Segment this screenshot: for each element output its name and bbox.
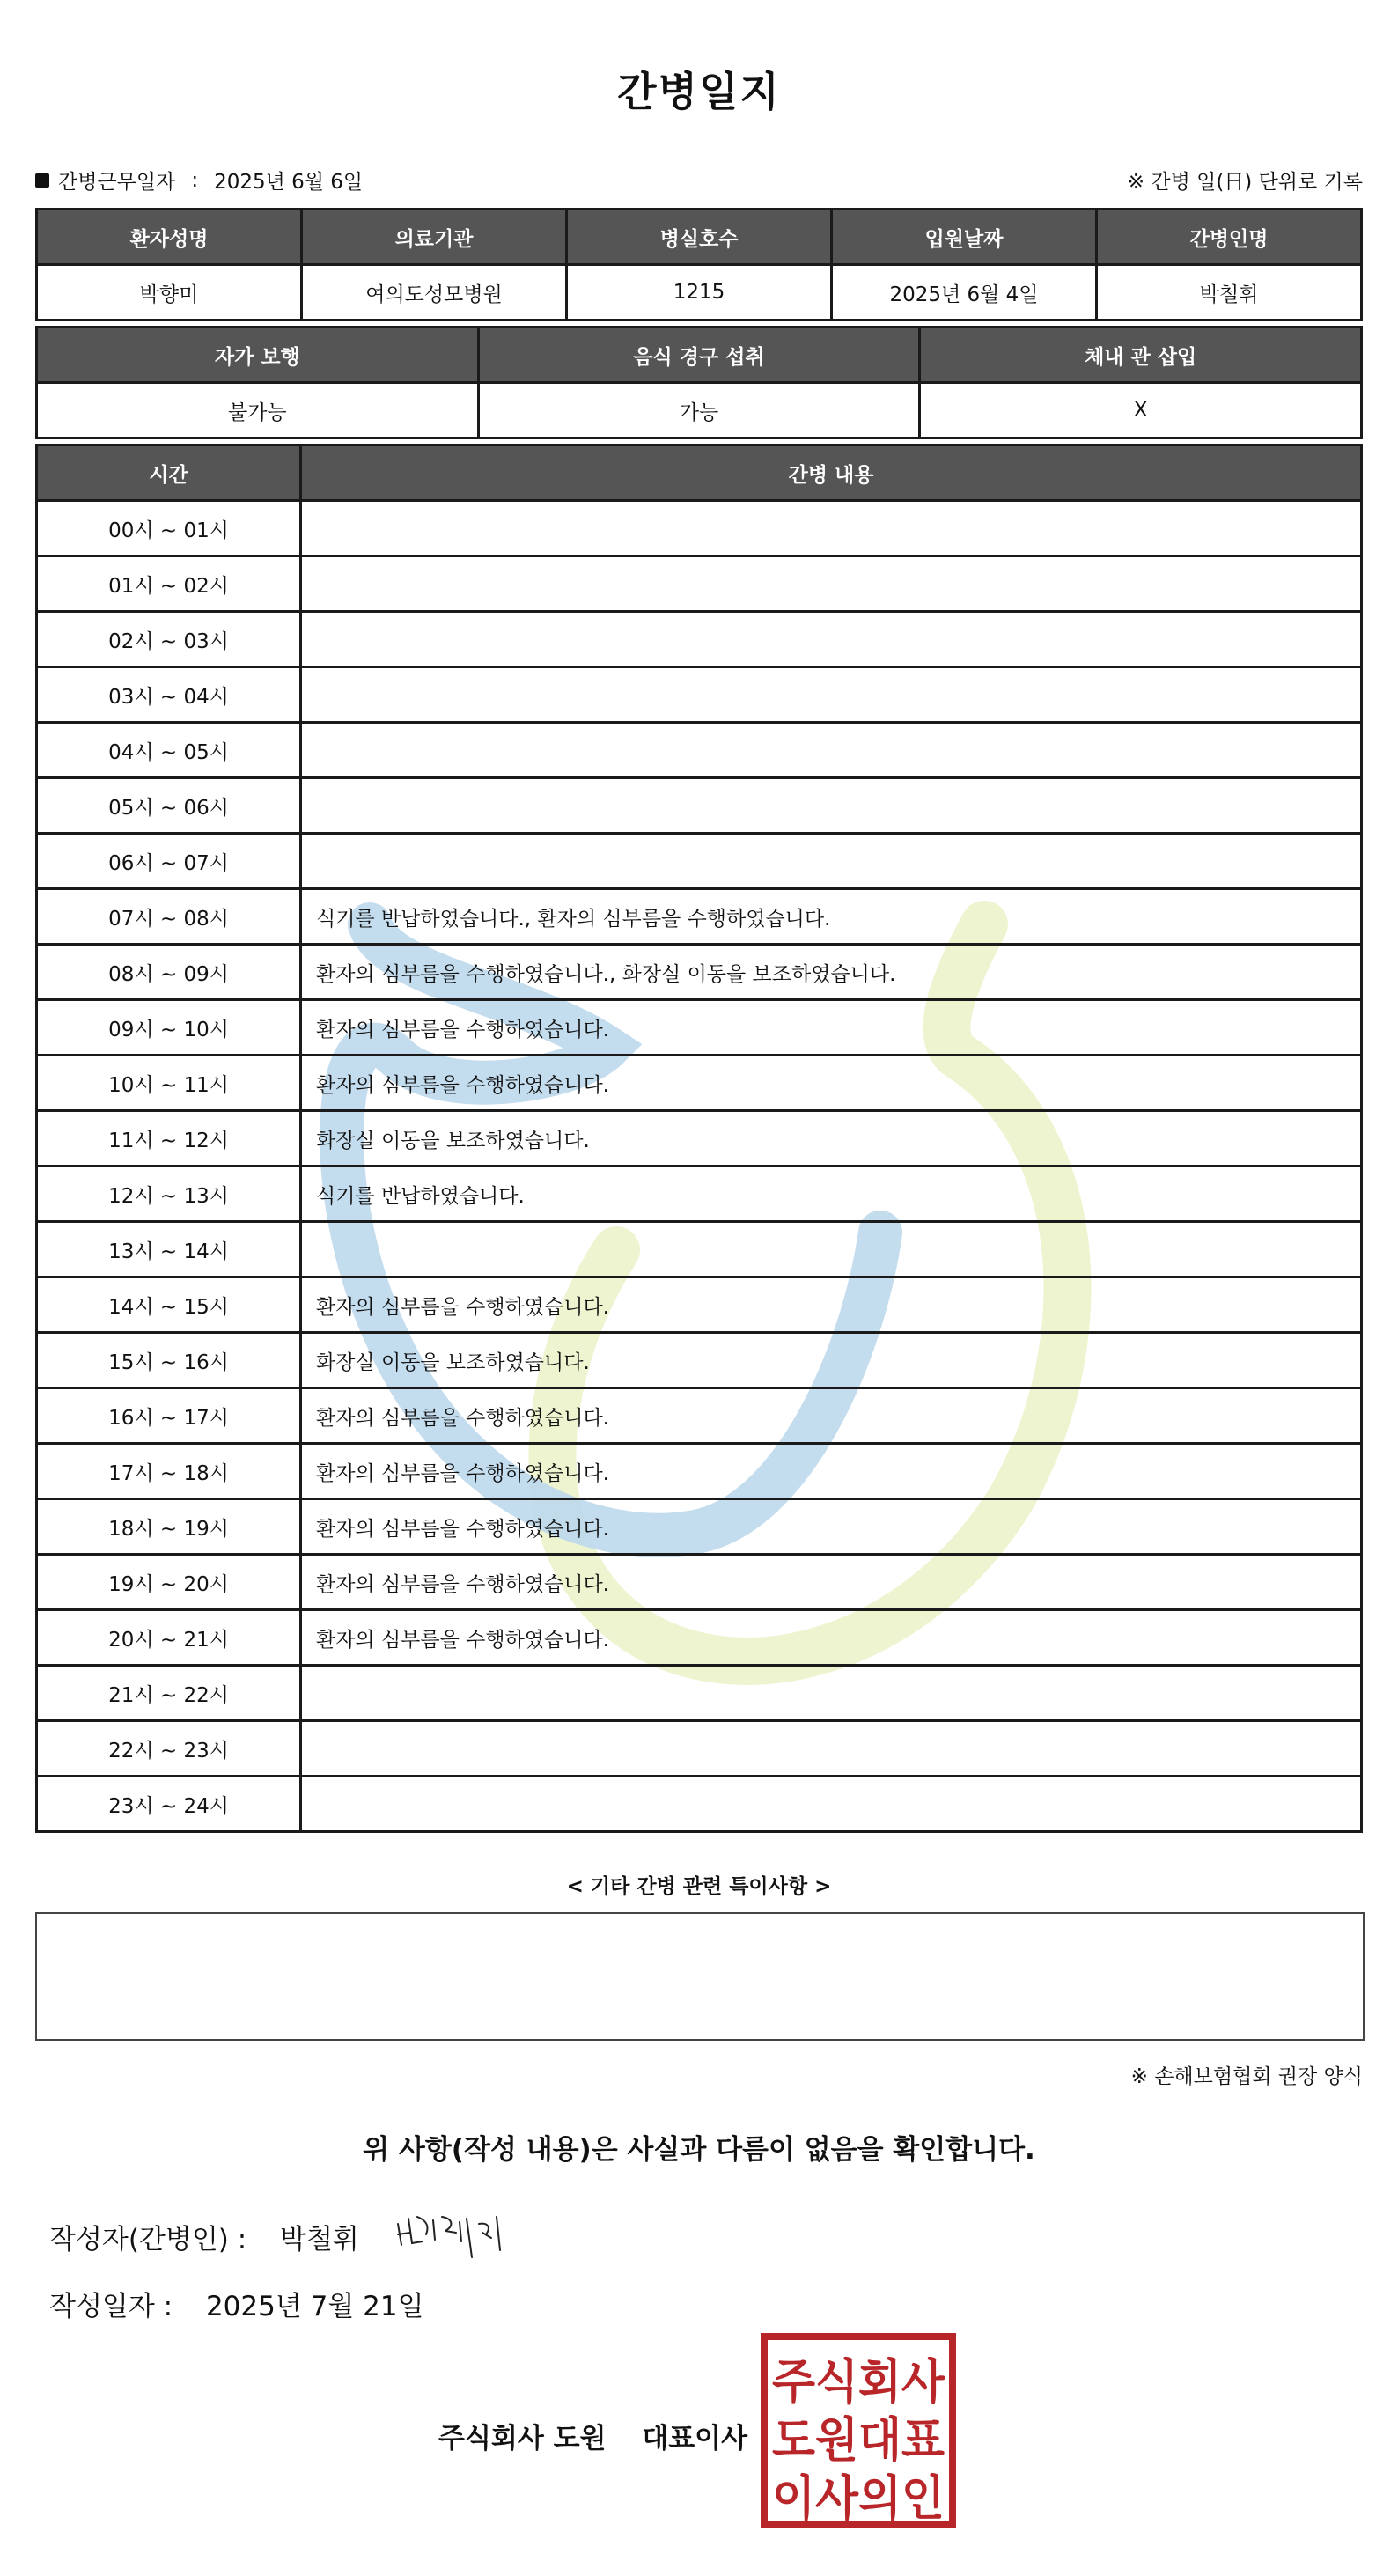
log-time: 18시 ~ 19시 [37,1499,301,1555]
work-date-label: 간병근무일자 [58,171,176,194]
log-time: 19시 ~ 20시 [37,1555,301,1610]
log-row [37,1499,1362,1555]
hourly-log-table [35,444,1363,1833]
patient-name: 박향미 [37,265,302,320]
log-time: 21시 ~ 22시 [37,1666,301,1721]
log-row [37,1000,1362,1056]
log-time: 01시 ~ 02시 [37,556,301,612]
log-content: 식기를 반납하였습니다., 환자의 심부름을 수행하였습니다. [301,889,1362,945]
log-time: 02시 ~ 03시 [37,612,301,667]
handwritten-signature [391,2199,532,2270]
writer-name: 박철휘 [280,2224,359,2256]
hospital: 여의도성모병원 [302,265,567,320]
page-title: 간병일지 [617,68,781,115]
room-number: 1215 [567,265,832,320]
meta-row [35,166,1363,194]
header-oral-intake: 음식 경구 섭취 [478,328,920,383]
writer-label: 작성자(간병인) : [49,2224,247,2256]
seal-line-1: 주식회사 [772,2354,945,2410]
patient-info-table [35,208,1363,321]
log-content: 화장실 이동을 보조하였습니다. [301,1111,1362,1167]
header-caregiver-name: 간병인명 [1097,210,1362,265]
log-time: 23시 ~ 24시 [37,1777,301,1832]
log-content [301,556,1362,612]
log-time: 12시 ~ 13시 [37,1167,301,1222]
log-content [301,778,1362,834]
company-seal [759,2331,958,2530]
log-time: 11시 ~ 12시 [37,1111,301,1167]
log-time: 09시 ~ 10시 [37,1000,301,1056]
unit-note: ※ 간병 일(日) 단위로 기록 [1127,171,1363,194]
writer-line [49,2217,359,2256]
header-tube-insertion: 체내 관 삽입 [920,328,1362,383]
notes-box [35,1912,1365,2041]
log-row [37,1666,1362,1721]
header-self-walking: 자가 보행 [37,328,479,383]
square-bullet-icon [35,173,49,188]
log-time: 17시 ~ 18시 [37,1444,301,1499]
log-row [37,1167,1362,1222]
header-admission-date: 입원날짜 [832,210,1097,265]
log-row [37,1277,1362,1333]
log-content [301,723,1362,778]
caregiver-name: 박철휘 [1097,265,1362,320]
log-content: 환자의 심부름을 수행하였습니다. [301,1444,1362,1499]
log-content [301,612,1362,667]
log-row [37,612,1362,667]
log-content: 식기를 반납하였습니다. [301,1167,1362,1222]
log-row [37,1777,1362,1832]
log-time: 03시 ~ 04시 [37,667,301,723]
log-time: 20시 ~ 21시 [37,1610,301,1666]
company-title: 대표이사 [642,2423,748,2455]
log-time: 22시 ~ 23시 [37,1721,301,1777]
tube-insertion-value: X [920,383,1362,438]
log-time: 15시 ~ 16시 [37,1333,301,1388]
header-care-content: 간병 내용 [301,445,1362,501]
log-content [301,501,1362,556]
log-row [37,834,1362,889]
patient-status-table [35,326,1363,439]
seal-line-2: 도원대표 [772,2412,945,2468]
written-date-value: 2025년 7월 21일 [205,2291,424,2322]
log-row [37,667,1362,723]
log-row [37,889,1362,945]
log-time: 14시 ~ 15시 [37,1277,301,1333]
log-time: 16시 ~ 17시 [37,1388,301,1444]
log-content: 환자의 심부름을 수행하였습니다. [301,1056,1362,1111]
log-content [301,1666,1362,1721]
log-row [37,1610,1362,1666]
log-time: 07시 ~ 08시 [37,889,301,945]
written-date-label: 작성일자 : [49,2291,173,2322]
log-content: 화장실 이동을 보조하였습니다. [301,1333,1362,1388]
log-row [37,556,1362,612]
log-time: 08시 ~ 09시 [37,945,301,1000]
log-content: 환자의 심부름을 수행하였습니다., 화장실 이동을 보조하였습니다. [301,945,1362,1000]
header-time: 시간 [37,445,301,501]
log-row [37,1056,1362,1111]
log-row [37,778,1362,834]
work-date-value: 2025년 6월 6일 [214,171,364,194]
header-hospital: 의료기관 [302,210,567,265]
log-content [301,1721,1362,1777]
log-content [301,1777,1362,1832]
log-content: 환자의 심부름을 수행하였습니다. [301,1499,1362,1555]
work-date-colon: : [191,168,199,192]
log-row [37,1111,1362,1167]
log-row [37,1444,1362,1499]
header-patient-name: 환자성명 [37,210,302,265]
log-content: 환자의 심부름을 수행하였습니다. [301,1388,1362,1444]
log-row [37,1333,1362,1388]
log-content: 환자의 심부름을 수행하였습니다. [301,1555,1362,1610]
oral-intake-value: 가능 [478,383,920,438]
company-name: 주식회사 도원 [438,2423,607,2455]
log-content: 환자의 심부름을 수행하였습니다. [301,1610,1362,1666]
header-room: 병실호수 [567,210,832,265]
log-time: 04시 ~ 05시 [37,723,301,778]
self-walking-value: 불가능 [37,383,479,438]
log-row [37,1388,1362,1444]
log-row [37,1555,1362,1610]
written-date-line [49,2284,424,2323]
log-time: 13시 ~ 14시 [37,1222,301,1277]
notes-title: < 기타 간병 관련 특이사항 > [566,1875,832,1898]
log-rows [37,501,1362,1832]
log-row [37,945,1362,1000]
company-line [438,2416,747,2455]
log-content [301,834,1362,889]
log-time: 10시 ~ 11시 [37,1056,301,1111]
form-note: ※ 손해보험협회 권장 양식 [1130,2065,1363,2088]
work-date [35,166,363,195]
log-row [37,501,1362,556]
log-time: 06시 ~ 07시 [37,834,301,889]
confirmation-statement: 위 사항(작성 내용)은 사실과 다름이 없음을 확인합니다. [363,2134,1035,2166]
admission-date: 2025년 6월 4일 [832,265,1097,320]
seal-line-3: 이사의인 [772,2470,945,2526]
log-content [301,1222,1362,1277]
log-content: 환자의 심부름을 수행하였습니다. [301,1000,1362,1056]
log-row [37,1721,1362,1777]
log-row [37,723,1362,778]
log-content [301,667,1362,723]
log-time: 05시 ~ 06시 [37,778,301,834]
log-row [37,1222,1362,1277]
log-content: 환자의 심부름을 수행하였습니다. [301,1277,1362,1333]
log-time: 00시 ~ 01시 [37,501,301,556]
